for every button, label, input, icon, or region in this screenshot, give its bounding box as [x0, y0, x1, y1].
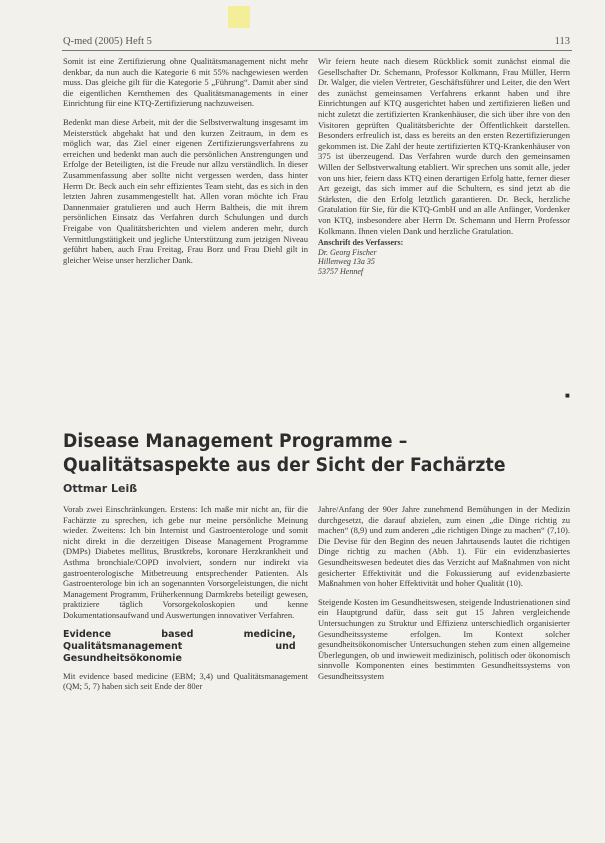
article-author: Ottmar Leiß: [63, 482, 138, 495]
author-address-line: Hillenweg 13a 35: [318, 257, 375, 267]
section-heading: Evidence based medicine, Qualitätsmanagement und Gesundheitsökonomie: [63, 628, 296, 664]
article-title: [63, 430, 537, 478]
author-address-line: 53757 Hennef: [318, 266, 364, 276]
top-left-column: [63, 56, 308, 273]
page-number: 113: [554, 36, 570, 47]
paragraph: Vorab zwei Einschränkungen. Erstens: Ich maße mir nicht an, für die Fachärzte zu sprechen, ich gebe nur meine persönliche Meinung wieder. Zweitens: Ich bin Internist und Gastroenterologe und somit nicht direkt in die derzeitigen Disease Management Programme (DMPs) Diabetes mellitus, Brustkrebs, koronare Herzkrankheit und Asthma bronchiale/COPD involviert, sondern nur indirekt via gastroenterologische Mitbetreuung entsprechender Patienten. Als Gastroenterologe bin ich an sogenannten Vorsorgeleistungen, die nicht Management Programm, Früherkennung Darmkrebs beteiligt gewesen, praktiziere täglich Vorsorgekoloskopien und kenne Dokumentationsaufwand und Auswertungen innovativer Verfahren.: [63, 504, 308, 620]
author-address-heading: Anschrift des Verfassers:: [318, 238, 404, 248]
article-title-line: Disease Management Programme –: [63, 431, 408, 452]
sticky-note: [228, 6, 250, 28]
author-address-line: Dr. Georg Fischer: [318, 247, 377, 257]
paragraph: Steigende Kosten im Gesundheitswesen, steigende Industrienationen sind ein Hauptgrund dafür, dass seit gut 15 Jahren vergleichende Untersuchungen zu Struktur und Effizienz unterschiedlich organisierter Gesundheitssysteme erfolgen. Im Kontext solcher gesundheitsökonomischer Untersuchungen stehen zum einen allgemeine Überlegungen, ob und inwieweit medizinisch, politisch oder ökonomisch sinnvolle Komponenten eines bestimmten Gesundheitssystems von Gesundheitssystem: [318, 596, 570, 681]
author-address: [318, 238, 570, 276]
top-right-column: [318, 56, 570, 276]
journal-reference: Q-med (2005) Heft 5: [63, 36, 152, 47]
header-rule: [62, 50, 572, 51]
paragraph: Wir feiern heute nach diesem Rückblick somit zunächst einmal die Gesellschafter Dr. Schemann, Professor Kolkmann, Frau Müller, Herrn Dr. Walger, die vielen Vertreter, Geschäftsführer und Leiter, die den Wert des zunächst gemeinsamen Verfahrens erkannt haben und ihre Einrichtungen auf KTQ ausgerichtet haben und zertifizieren ließen und nicht zuletzt die zertifizierten Krankenhäuser, die sich über ihre von den Visitoren geprüften Qualitätsberichte der Öffentlichkeit darstellen. Besonders erfreulich ist, dass es bereits an den ersten Rezertifizierungen gekommen ist. Die Zahl der heute zertifizierten KTQ-Krankenhäuser von 375 ist überzeugend. Das Verfahren wurde durch den gemeinsamen Willen der Selbstverwaltung etabliert. Wir sprechen uns somit alle, jeder von uns hier, feiern dass KTQ einen derartigen Erfolg hatte, ferner dieser Art gezeigt, das sich immer auf die Schultern, es sind jetzt ab die Stärksten, die den Erfolg letztlich garantieren. Dr. Beck, herzliche Gratulation für Sie, für die KTQ-GmbH und an alle Anfänger, Vordenker von KTQ, insbesondere aber Herrn Dr. Schemann und Herrn Professor Kolkmann. Ihnen vielen Dank und herzliche Gratulation.: [318, 56, 570, 236]
article-title-line: Qualitätsaspekte aus der Sicht der Fachärzte: [63, 455, 506, 476]
bottom-left-column: [63, 504, 308, 692]
paragraph: Jahre/Anfang der 90er Jahre zunehmend Bemühungen in der Medizin durchgesetzt, die darauf abzielen, zum einen „die Dinge richtig zu machen“ (8,9) und zum anderen „die richtigen Dinge zu machen“ (7,10). Die Devise für den Beginn des neuen Jahrtausends lautet die richtigen Dinge richtig zu machen (Abb. 1). Für ein evidenzbasiertes Gesundheitswesen bedeutet dies das Verzicht auf Maßnahmen von nicht gesicherter Effektivität und die Fokussierung auf evidenzbasierte Maßnahmen von hoher Effektivität und hoher Qualität (10).: [318, 504, 570, 589]
paragraph: Mit evidence based medicine (EBM; 3,4) und Qualitätsmanagement (QM; 5, 7) haben sich seit Ende der 80er: [63, 670, 308, 692]
end-of-article-mark: ■: [565, 391, 570, 400]
paragraph: Somit ist eine Zertifizierung ohne Qualitätsmanagement nicht mehr denkbar, da nun auch die Kategorie 6 mit 55% nachgewiesen werden muss. Das gleiche gilt für die Kategorie 5 „Führung“. Damit aber sind die eigentlichen Kernthemen des Qualitätsmanagements in einer Einrichtung für eine KTQ-Zertifizierung nachzuweisen.: [63, 56, 308, 109]
paragraph: Bedenkt man diese Arbeit, mit der die Selbstverwaltung insgesamt im Meisterstück abgehakt hat und den kurzen Zeitraum, in dem es möglich war, das Ziel einer eigenen Zertifizierungsverfahrens zu erreichen und bedenkt man auch die persönlichen Anstrengungen und Erfolge der Beteiligten, ist die Freude nur allzu verständlich. In dieser Zusammenfassung aber sollte nicht vergessen werden, dass hinter Herrn Dr. Beck auch ein sehr effizientes Team steht, das es sich in den letzten Jahren zusammengestellt hat. Allen voran möchte ich Frau Dannenmaier gratulieren und auch Herrn Baltheis, die mit ihrem persönlichen Einsatz das Verfahren durch Schulungen und durch Freigabe von Qualitätsberichten und vielem anderen mehr, durch Vermittlungstätigkeit und jegliche Unterstützung zum jetzigen Niveau geführt haben, auch Frau Freitag, Frau Borz und Frau Diehl gilt in gleicher Weise unser herzlicher Dank.: [63, 116, 308, 265]
bottom-right-column: [318, 504, 570, 682]
